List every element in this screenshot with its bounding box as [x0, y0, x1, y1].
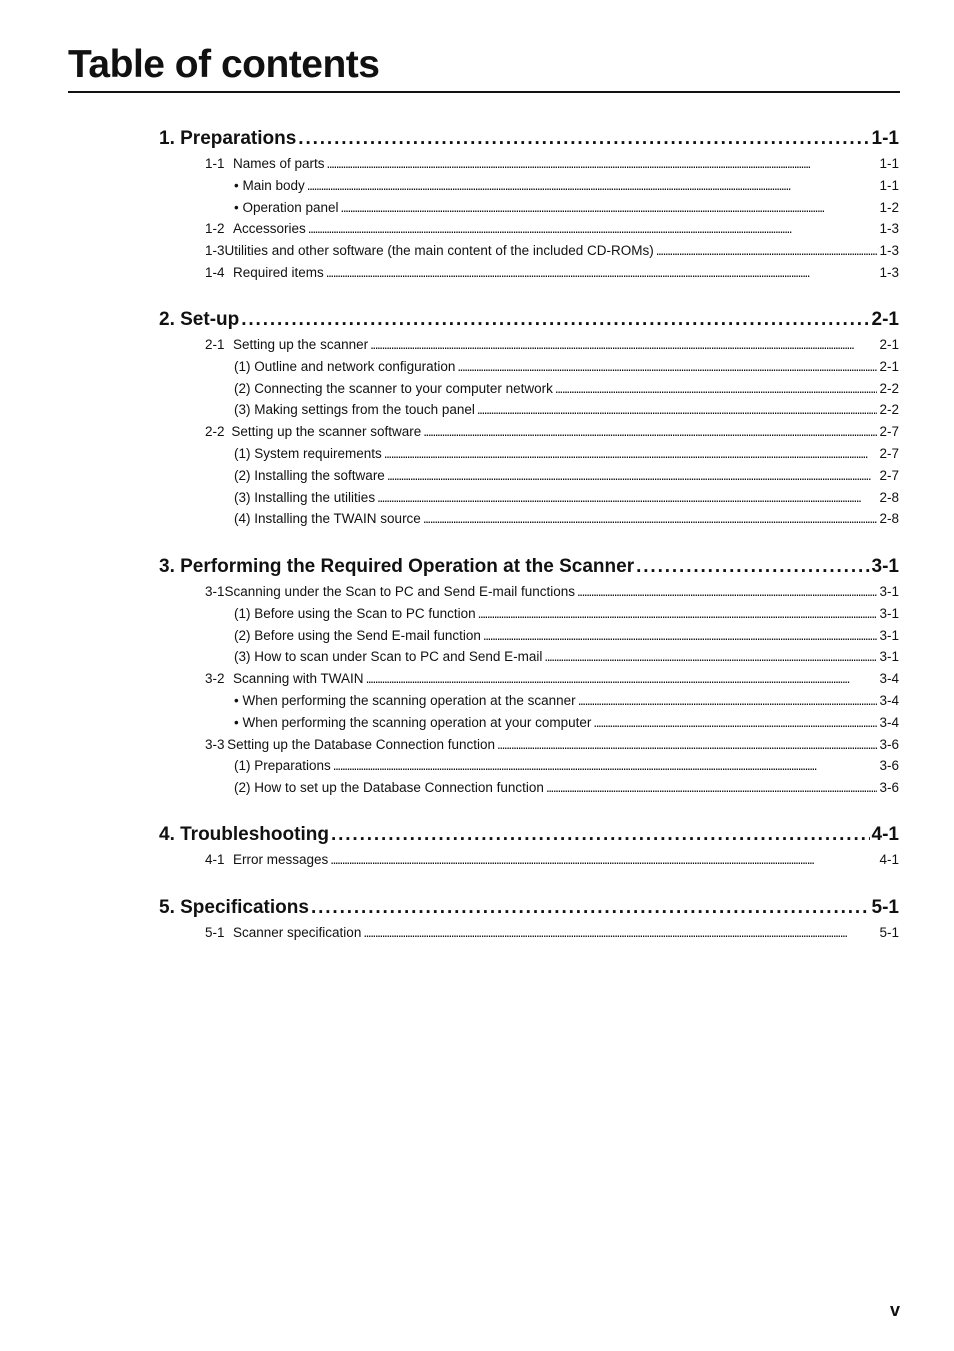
entry-page-number: 1-3: [879, 265, 899, 280]
entry-title: (2) How to set up the Database Connection function: [234, 780, 544, 796]
dot-leader: [477, 402, 878, 417]
section-number: 4-1: [205, 852, 225, 867]
section-number: 1-1: [205, 156, 225, 171]
entry-page-number: 2-1: [879, 358, 899, 374]
dot-leader: [366, 671, 878, 686]
entry-title: (1) Preparations: [234, 758, 331, 774]
dot-leader: [423, 424, 877, 439]
entry-title: Scanner specification: [233, 925, 362, 940]
dot-leader: [333, 758, 878, 773]
dot-leader: [370, 337, 877, 352]
dot-leader: [311, 897, 870, 919]
entry-page-number: 3-1: [879, 627, 899, 643]
toc-section-entry[interactable]: [205, 852, 899, 872]
entry-title: Setting up the Database Connection function: [227, 736, 496, 752]
entry-title: Error messages: [233, 852, 329, 867]
chapter-page-number: 1-1: [871, 128, 899, 149]
entry-page-number: 3-4: [879, 671, 899, 687]
dot-leader: [387, 468, 878, 483]
dot-leader: [363, 925, 877, 940]
entry-page-number: 3-6: [879, 780, 899, 796]
entry-title: (1) System requirements: [234, 446, 382, 461]
chapter-title: 2. Set-up: [159, 309, 240, 330]
entry-page-number: 2-1: [879, 337, 899, 352]
toc-subsection-entry[interactable]: [234, 511, 899, 531]
toc-subsection-entry[interactable]: [234, 693, 899, 713]
toc-chapter-entry[interactable]: [159, 556, 899, 582]
toc-section-entry[interactable]: [205, 156, 899, 176]
entry-title: (1) Outline and network configuration: [234, 358, 456, 374]
chapter-title: 4. Troubleshooting: [159, 824, 329, 845]
entry-page-number: 2-8: [879, 489, 899, 505]
entry-title: (2) Connecting the scanner to your computer network: [234, 380, 553, 396]
entry-title: Names of parts: [233, 156, 325, 171]
dot-leader: [577, 584, 878, 599]
entry-page-number: 1-2: [879, 199, 899, 215]
section-number: 2-2: [205, 424, 225, 440]
toc-section-entry[interactable]: [205, 265, 899, 285]
toc-subsection-entry[interactable]: [234, 446, 899, 466]
entry-page-number: 3-6: [879, 758, 899, 774]
dot-leader: [423, 511, 878, 526]
entry-title: Scanning with TWAIN: [233, 671, 364, 687]
section-number: 3-2: [205, 671, 225, 687]
entry-title: Setting up the scanner: [233, 337, 369, 352]
toc-section-entry[interactable]: [205, 925, 899, 945]
section-number: 1-2: [205, 221, 225, 237]
section-number: 1-4: [205, 265, 225, 280]
dot-leader: [326, 265, 878, 280]
dot-leader: [341, 200, 878, 215]
toc-subsection-entry[interactable]: [234, 402, 899, 422]
dot-leader: [578, 693, 878, 708]
dot-leader: [497, 737, 877, 752]
entry-page-number: 3-6: [879, 736, 899, 752]
entry-title: Scanning under the Scan to PC and Send E-mail functions: [224, 584, 575, 599]
dot-leader: [241, 309, 869, 331]
entry-page-number: 2-7: [879, 467, 899, 483]
chapter-page-number: 3-1: [871, 556, 899, 577]
toc-section-entry[interactable]: [205, 337, 899, 357]
chapter-page-number: 2-1: [871, 309, 899, 330]
toc-chapter-entry[interactable]: [159, 309, 899, 335]
entry-page-number: 4-1: [879, 852, 899, 867]
section-number: 3-3: [205, 736, 225, 752]
dot-leader: [384, 446, 878, 461]
dot-leader: [298, 128, 869, 150]
entry-title: (2) Before using the Send E-mail function: [234, 627, 481, 643]
section-number: 3-1: [205, 584, 225, 599]
toc-section-entry[interactable]: [205, 584, 899, 604]
dot-leader: [377, 490, 877, 505]
entry-title: • When performing the scanning operation at the scanner: [234, 693, 576, 708]
toc-section-entry[interactable]: [205, 737, 899, 757]
chapter-page-number: 5-1: [871, 897, 899, 918]
entry-page-number: 2-7: [879, 446, 899, 461]
toc-subsection-entry[interactable]: [234, 780, 899, 800]
toc-section-entry[interactable]: [205, 243, 899, 263]
dot-leader: [327, 156, 878, 171]
toc-chapter-entry[interactable]: [159, 897, 899, 923]
toc-chapter-entry[interactable]: [159, 128, 899, 154]
dot-leader: [457, 359, 877, 374]
entry-page-number: 3-1: [879, 649, 899, 665]
chapter-page-number: 4-1: [871, 824, 899, 845]
entry-page-number: 5-1: [879, 925, 899, 940]
entry-title: (2) Installing the software: [234, 467, 385, 483]
dot-leader: [307, 178, 878, 193]
page-number: v: [889, 1300, 900, 1320]
dot-leader: [483, 628, 878, 643]
entry-page-number: 2-2: [879, 380, 899, 396]
entry-page-number: 1-1: [879, 156, 899, 171]
page-title: Table of contents: [68, 43, 380, 86]
dot-leader: [636, 556, 869, 578]
entry-title: Accessories: [233, 221, 306, 237]
toc-subsection-entry[interactable]: [234, 490, 899, 510]
toc-subsection-entry[interactable]: [234, 606, 899, 626]
entry-title: Setting up the scanner software: [231, 424, 422, 440]
entry-title: • When performing the scanning operation at your computer: [234, 714, 592, 730]
chapter-title: 5. Specifications: [159, 897, 309, 918]
entry-title: Utilities and other software (the main content of the included CD-ROMs): [224, 243, 654, 259]
dot-leader: [546, 780, 878, 795]
entry-page-number: 3-4: [879, 714, 899, 730]
dot-leader: [478, 606, 878, 621]
entry-page-number: 2-8: [879, 511, 899, 527]
toc-chapter-entry[interactable]: [159, 824, 899, 850]
entry-page-number: 3-1: [879, 584, 899, 599]
toc-subsection-entry[interactable]: [234, 715, 899, 735]
toc-subsection-entry[interactable]: [234, 628, 899, 648]
dot-leader: [308, 221, 878, 236]
toc-subsection-entry[interactable]: [234, 381, 899, 401]
entry-page-number: 1-3: [879, 243, 899, 259]
chapter-title: 1. Preparations: [159, 128, 297, 149]
toc-subsection-entry[interactable]: [234, 178, 899, 198]
section-number: 1-3: [205, 243, 225, 259]
toc-subsection-entry[interactable]: [234, 468, 899, 488]
entry-title: • Main body: [234, 177, 305, 193]
entry-title: (3) Installing the utilities: [234, 489, 376, 505]
entry-title: Required items: [233, 265, 324, 280]
dot-leader: [656, 243, 878, 258]
toc-section-entry[interactable]: [205, 671, 899, 691]
toc-section-entry[interactable]: [205, 221, 899, 241]
entry-page-number: 1-1: [879, 177, 899, 193]
toc-subsection-entry[interactable]: [234, 758, 899, 778]
toc-subsection-entry[interactable]: [234, 359, 899, 379]
entry-page-number: 2-2: [879, 402, 899, 418]
dot-leader: [544, 649, 877, 664]
dot-leader: [593, 715, 877, 730]
dot-leader: [331, 824, 870, 846]
dot-leader: [330, 852, 877, 867]
toc-subsection-entry[interactable]: [234, 200, 899, 220]
entry-title: • Operation panel: [234, 199, 339, 215]
entry-page-number: 3-4: [879, 693, 899, 708]
entry-page-number: 3-1: [879, 605, 899, 621]
toc-subsection-entry[interactable]: [234, 649, 899, 669]
entry-title: (3) Making settings from the touch panel: [234, 402, 475, 418]
dot-leader: [555, 381, 878, 396]
entry-title: (4) Installing the TWAIN source: [234, 511, 421, 527]
entry-page-number: 1-3: [879, 221, 899, 237]
entry-title: (3) How to scan under Scan to PC and Send E-mail: [234, 649, 543, 665]
section-number: 5-1: [205, 925, 225, 940]
entry-page-number: 2-7: [879, 424, 899, 440]
toc-section-entry[interactable]: [205, 424, 899, 444]
entry-title: (1) Before using the Scan to PC function: [234, 605, 476, 621]
section-number: 2-1: [205, 337, 225, 352]
chapter-title: 3. Performing the Required Operation at the Scanner: [159, 556, 635, 577]
